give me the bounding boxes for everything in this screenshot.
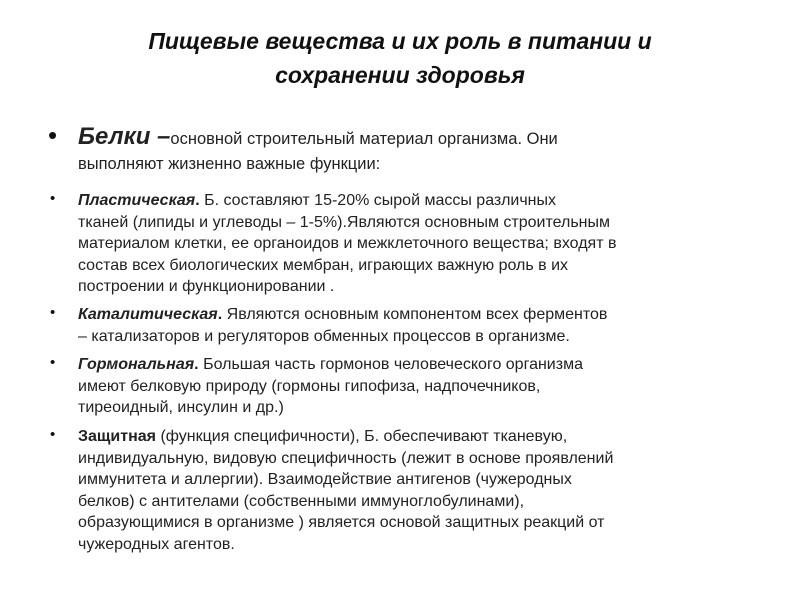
slide-title: [60, 24, 740, 92]
text-line: тиреоидный, инсулин и др.): [78, 399, 284, 416]
term-hormonal: Гормональная: [78, 356, 195, 373]
text-segment: Являются основным компонентом всех ферментов: [222, 306, 608, 323]
slide-title-line-1: Пищевые вещества и их роль в питании и: [148, 28, 652, 54]
text-line: – катализаторов и регуляторов обменных процессов в организме.: [78, 327, 570, 345]
bullet-icon: •: [48, 120, 58, 150]
text-line: построении и функционировании .: [78, 278, 335, 295]
text-line: тканей (липиды и углеводы – 1-5%).Являются основным строительным: [78, 213, 610, 231]
text-line: [78, 426, 748, 448]
text-line: выполняют жизненно важные функции:: [78, 155, 381, 173]
text-line: [78, 124, 748, 152]
bullet-icon: •: [50, 426, 56, 443]
bullet-icon: •: [50, 304, 56, 321]
text-line: имеют белковую природу (гормоны гипофиза, надпочечников,: [78, 377, 541, 395]
text-segment: (функция специфичности), Б. обеспечивают тканевую,: [156, 428, 568, 445]
list-item-text: [78, 190, 748, 298]
term-protective: Защитная: [78, 428, 156, 445]
term-suffix: .: [194, 356, 199, 373]
term-plastic: Пластическая: [78, 192, 196, 209]
slide-title-line-2: сохранении здоровья: [275, 62, 525, 88]
text-line: белков) с антителами (собственными иммуноглобулинами),: [78, 492, 525, 510]
text-line: чужеродных агентов.: [78, 535, 235, 553]
text-segment: Б. составляют 15-20% сырой массы различных: [199, 192, 557, 209]
text-line: материалом клетки, ее органоидов и межклеточного вещества; входят в: [78, 235, 617, 252]
term-catalytic: Каталитическая: [78, 306, 218, 323]
list-item-text: [78, 124, 748, 177]
text-segment: основной строительный материал организма. Они: [170, 130, 558, 148]
bullet-icon: •: [50, 190, 56, 207]
text-line: иммунитета и аллергии). Взаимодействие антигенов (чужеродных: [78, 471, 572, 488]
list-item-text: [78, 304, 748, 347]
text-line: образующимися в организме ) является основой защитных реакций от: [78, 514, 605, 531]
text-line: [78, 190, 748, 212]
text-segment: Большая часть гормонов человеческого организма: [198, 356, 583, 373]
bullet-icon: •: [50, 354, 56, 371]
list-item-text: [78, 354, 748, 419]
term-suffix: .: [195, 192, 200, 209]
text-line: состав всех биологических мембран, играющих важную роль в их: [78, 256, 569, 274]
text-line: [78, 354, 748, 376]
term-suffix: .: [217, 306, 223, 323]
term-proteins: Белки –: [78, 123, 171, 150]
list-item-text: [78, 426, 748, 555]
text-line: [78, 304, 748, 326]
text-line: индивидуальную, видовую специфичность (лежит в основе проявлений: [78, 449, 614, 467]
